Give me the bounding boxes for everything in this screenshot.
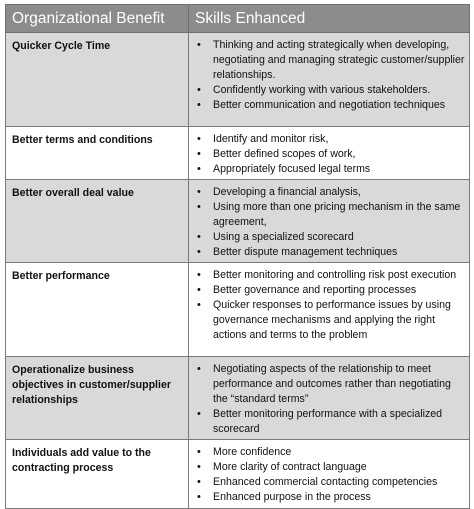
skills-list <box>189 132 465 177</box>
skill-item: • Negotiating aspects of the relationship to meet performance and outcomes rather than negotiating the “standard terms” <box>189 362 465 407</box>
skill-item: • Better monitoring and controlling risk post execution <box>189 268 465 283</box>
skill-item: • Better communication and negotiation techniques <box>189 98 465 113</box>
skill-item: • More clarity of contract language <box>189 460 465 475</box>
skills-cell <box>189 440 470 509</box>
benefit-cell: Individuals add value to the contracting process <box>6 440 189 509</box>
skills-list <box>189 38 465 113</box>
skill-item: • Better governance and reporting processes <box>189 283 465 298</box>
skills-cell <box>189 263 470 357</box>
skill-item: • Enhanced purpose in the process <box>189 490 465 505</box>
benefit-cell: Better overall deal value <box>6 180 189 263</box>
skill-item: • Quicker responses to performance issues by using governance mechanisms and applying the right actions and terms to the problem <box>189 298 465 343</box>
table-row <box>6 127 470 180</box>
skill-item: • Better monitoring performance with a specialized scorecard <box>189 407 465 437</box>
skill-item: • Better defined scopes of work, <box>189 147 465 162</box>
benefit-cell: Better terms and conditions <box>6 127 189 180</box>
skills-cell <box>189 180 470 263</box>
skills-cell <box>189 127 470 180</box>
benefit-cell: Quicker Cycle Time <box>6 33 189 127</box>
skill-item: • Using a specialized scorecard <box>189 230 465 245</box>
table-row <box>6 33 470 127</box>
skill-item: • More confidence <box>189 445 465 460</box>
benefit-cell: Better performance <box>6 263 189 357</box>
skill-item: • Enhanced commercial contacting competencies <box>189 475 465 490</box>
skills-cell <box>189 357 470 440</box>
skill-item: • Better dispute management techniques <box>189 245 465 260</box>
header-organizational-benefit: Organizational Benefit <box>6 5 189 33</box>
skills-list <box>189 445 465 505</box>
skill-item: • Thinking and acting strategically when developing, negotiating and managing strategic customer/supplier relationships. <box>189 38 465 83</box>
benefit-cell: Operationalize business objectives in customer/supplier relationships <box>6 357 189 440</box>
table-header-row <box>6 5 470 33</box>
skills-list <box>189 185 465 260</box>
skills-list <box>189 268 465 343</box>
table-row <box>6 263 470 357</box>
table-row <box>6 440 470 509</box>
header-skills-enhanced: Skills Enhanced <box>189 5 470 33</box>
benefits-skills-table <box>5 4 470 509</box>
skills-list <box>189 362 465 437</box>
skill-item: • Developing a financial analysis, <box>189 185 465 200</box>
skills-cell <box>189 33 470 127</box>
skill-item: • Identify and monitor risk, <box>189 132 465 147</box>
skill-item: • Appropriately focused legal terms <box>189 162 465 177</box>
skill-item: • Using more than one pricing mechanism in the same agreement, <box>189 200 465 230</box>
skill-item: • Confidently working with various stakeholders. <box>189 83 465 98</box>
table-row <box>6 357 470 440</box>
table-row <box>6 180 470 263</box>
